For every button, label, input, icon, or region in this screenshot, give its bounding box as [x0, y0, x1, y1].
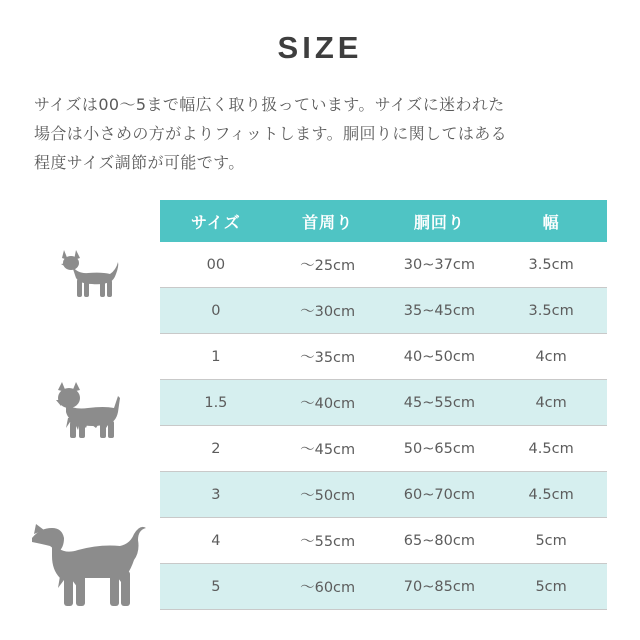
table-row: [160, 564, 607, 610]
page-title: SIZE: [277, 30, 363, 65]
table-header-row: [160, 200, 607, 242]
cell-size: 3: [160, 472, 272, 518]
cell-size: 5: [160, 564, 272, 610]
medium-dog-icon: [52, 378, 124, 440]
table-row: [160, 334, 607, 380]
header-width: 幅: [495, 200, 607, 242]
cell-girth: 60~70cm: [384, 472, 496, 518]
cell-girth: 45~55cm: [384, 380, 496, 426]
cell-girth: 65~80cm: [384, 518, 496, 564]
table-row: [160, 472, 607, 518]
table-row: [160, 426, 607, 472]
table-row: [160, 518, 607, 564]
large-dog-icon: [30, 516, 148, 608]
cell-width: 5cm: [495, 518, 607, 564]
description-line: 場合は小さめの方がよりフィットします。胴回りに関してはある: [34, 124, 508, 143]
cell-neck: 〜60cm: [272, 564, 384, 610]
cell-width: 3.5cm: [495, 288, 607, 334]
cell-neck: 〜45cm: [272, 426, 384, 472]
table-row: [160, 242, 607, 288]
cell-size: 2: [160, 426, 272, 472]
description-line: サイズは00〜5まで幅広く取り扱っています。サイズに迷われた: [34, 95, 505, 114]
cell-girth: 40~50cm: [384, 334, 496, 380]
cell-size: 0: [160, 288, 272, 334]
header-size: サイズ: [160, 200, 272, 242]
small-dog-icon: [58, 248, 120, 300]
cell-neck: 〜30cm: [272, 288, 384, 334]
cell-girth: 35~45cm: [384, 288, 496, 334]
cell-size: 00: [160, 242, 272, 288]
cell-neck: 〜25cm: [272, 242, 384, 288]
cell-width: 4cm: [495, 380, 607, 426]
cell-size: 1.5: [160, 380, 272, 426]
table-row: [160, 380, 607, 426]
cell-width: 3.5cm: [495, 242, 607, 288]
header-neck: 首周り: [272, 200, 384, 242]
table-row: [160, 288, 607, 334]
size-description: [34, 90, 614, 177]
description-line: 程度サイズ調節が可能です。: [34, 153, 245, 172]
cell-width: 4cm: [495, 334, 607, 380]
cell-width: 4.5cm: [495, 426, 607, 472]
cell-girth: 30~37cm: [384, 242, 496, 288]
cell-girth: 50~65cm: [384, 426, 496, 472]
cell-width: 4.5cm: [495, 472, 607, 518]
cell-neck: 〜40cm: [272, 380, 384, 426]
cell-size: 4: [160, 518, 272, 564]
cell-neck: 〜35cm: [272, 334, 384, 380]
cell-size: 1: [160, 334, 272, 380]
size-table: [160, 200, 607, 610]
cell-width: 5cm: [495, 564, 607, 610]
cell-neck: 〜50cm: [272, 472, 384, 518]
header-girth: 胴回り: [384, 200, 496, 242]
cell-neck: 〜55cm: [272, 518, 384, 564]
cell-girth: 70~85cm: [384, 564, 496, 610]
